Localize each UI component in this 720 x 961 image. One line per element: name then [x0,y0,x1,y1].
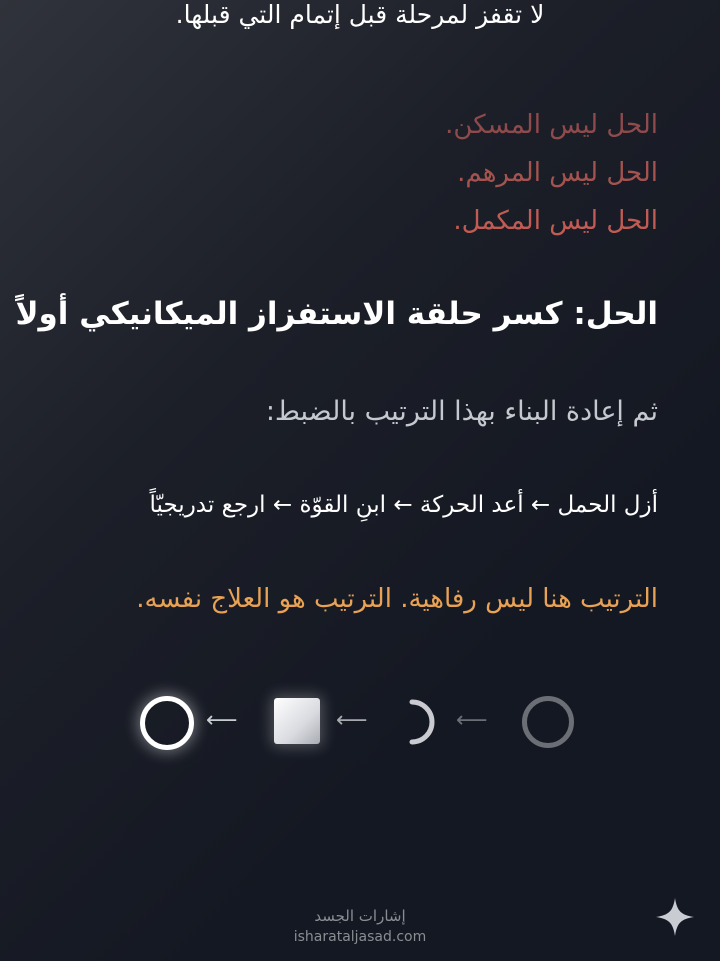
subline: ثم إعادة البناء بهذا الترتيب بالضبط: [265,396,658,427]
negation-line-2: الحل ليس المرهم. [457,158,658,188]
warning-text: لا تقفز لمرحلة قبل إتمام التي قبلها. [175,0,545,29]
progression-icons [130,690,590,754]
negation-line-1: الحل ليس المسكن. [445,110,658,140]
sparkle-icon [654,896,696,938]
brand-name: إشارات الجسد [314,907,406,925]
square-icon [274,698,320,744]
arrow-icon: ⟵ [206,708,238,733]
headline: الحل: كسر حلقة الاستفزاز الميكانيكي أولاً [15,296,658,332]
brand-url: isharataljasad.com [293,929,427,945]
steps-sequence: أزل الحمل ← أعد الحركة ← ابنِ القوّة ← ارجع تدريجيّاً [149,492,658,518]
arrow-icon: ⟵ [336,708,368,733]
dim-circle-icon [522,696,574,748]
circle-outline-icon [140,696,194,750]
arrow-icon: ⟵ [456,708,488,733]
emphasis-text: الترتيب هنا ليس رفاهية. الترتيب هو العلاج نفسه. [136,584,658,614]
half-circle-icon [400,697,450,747]
negation-line-3: الحل ليس المكمل. [453,206,658,236]
